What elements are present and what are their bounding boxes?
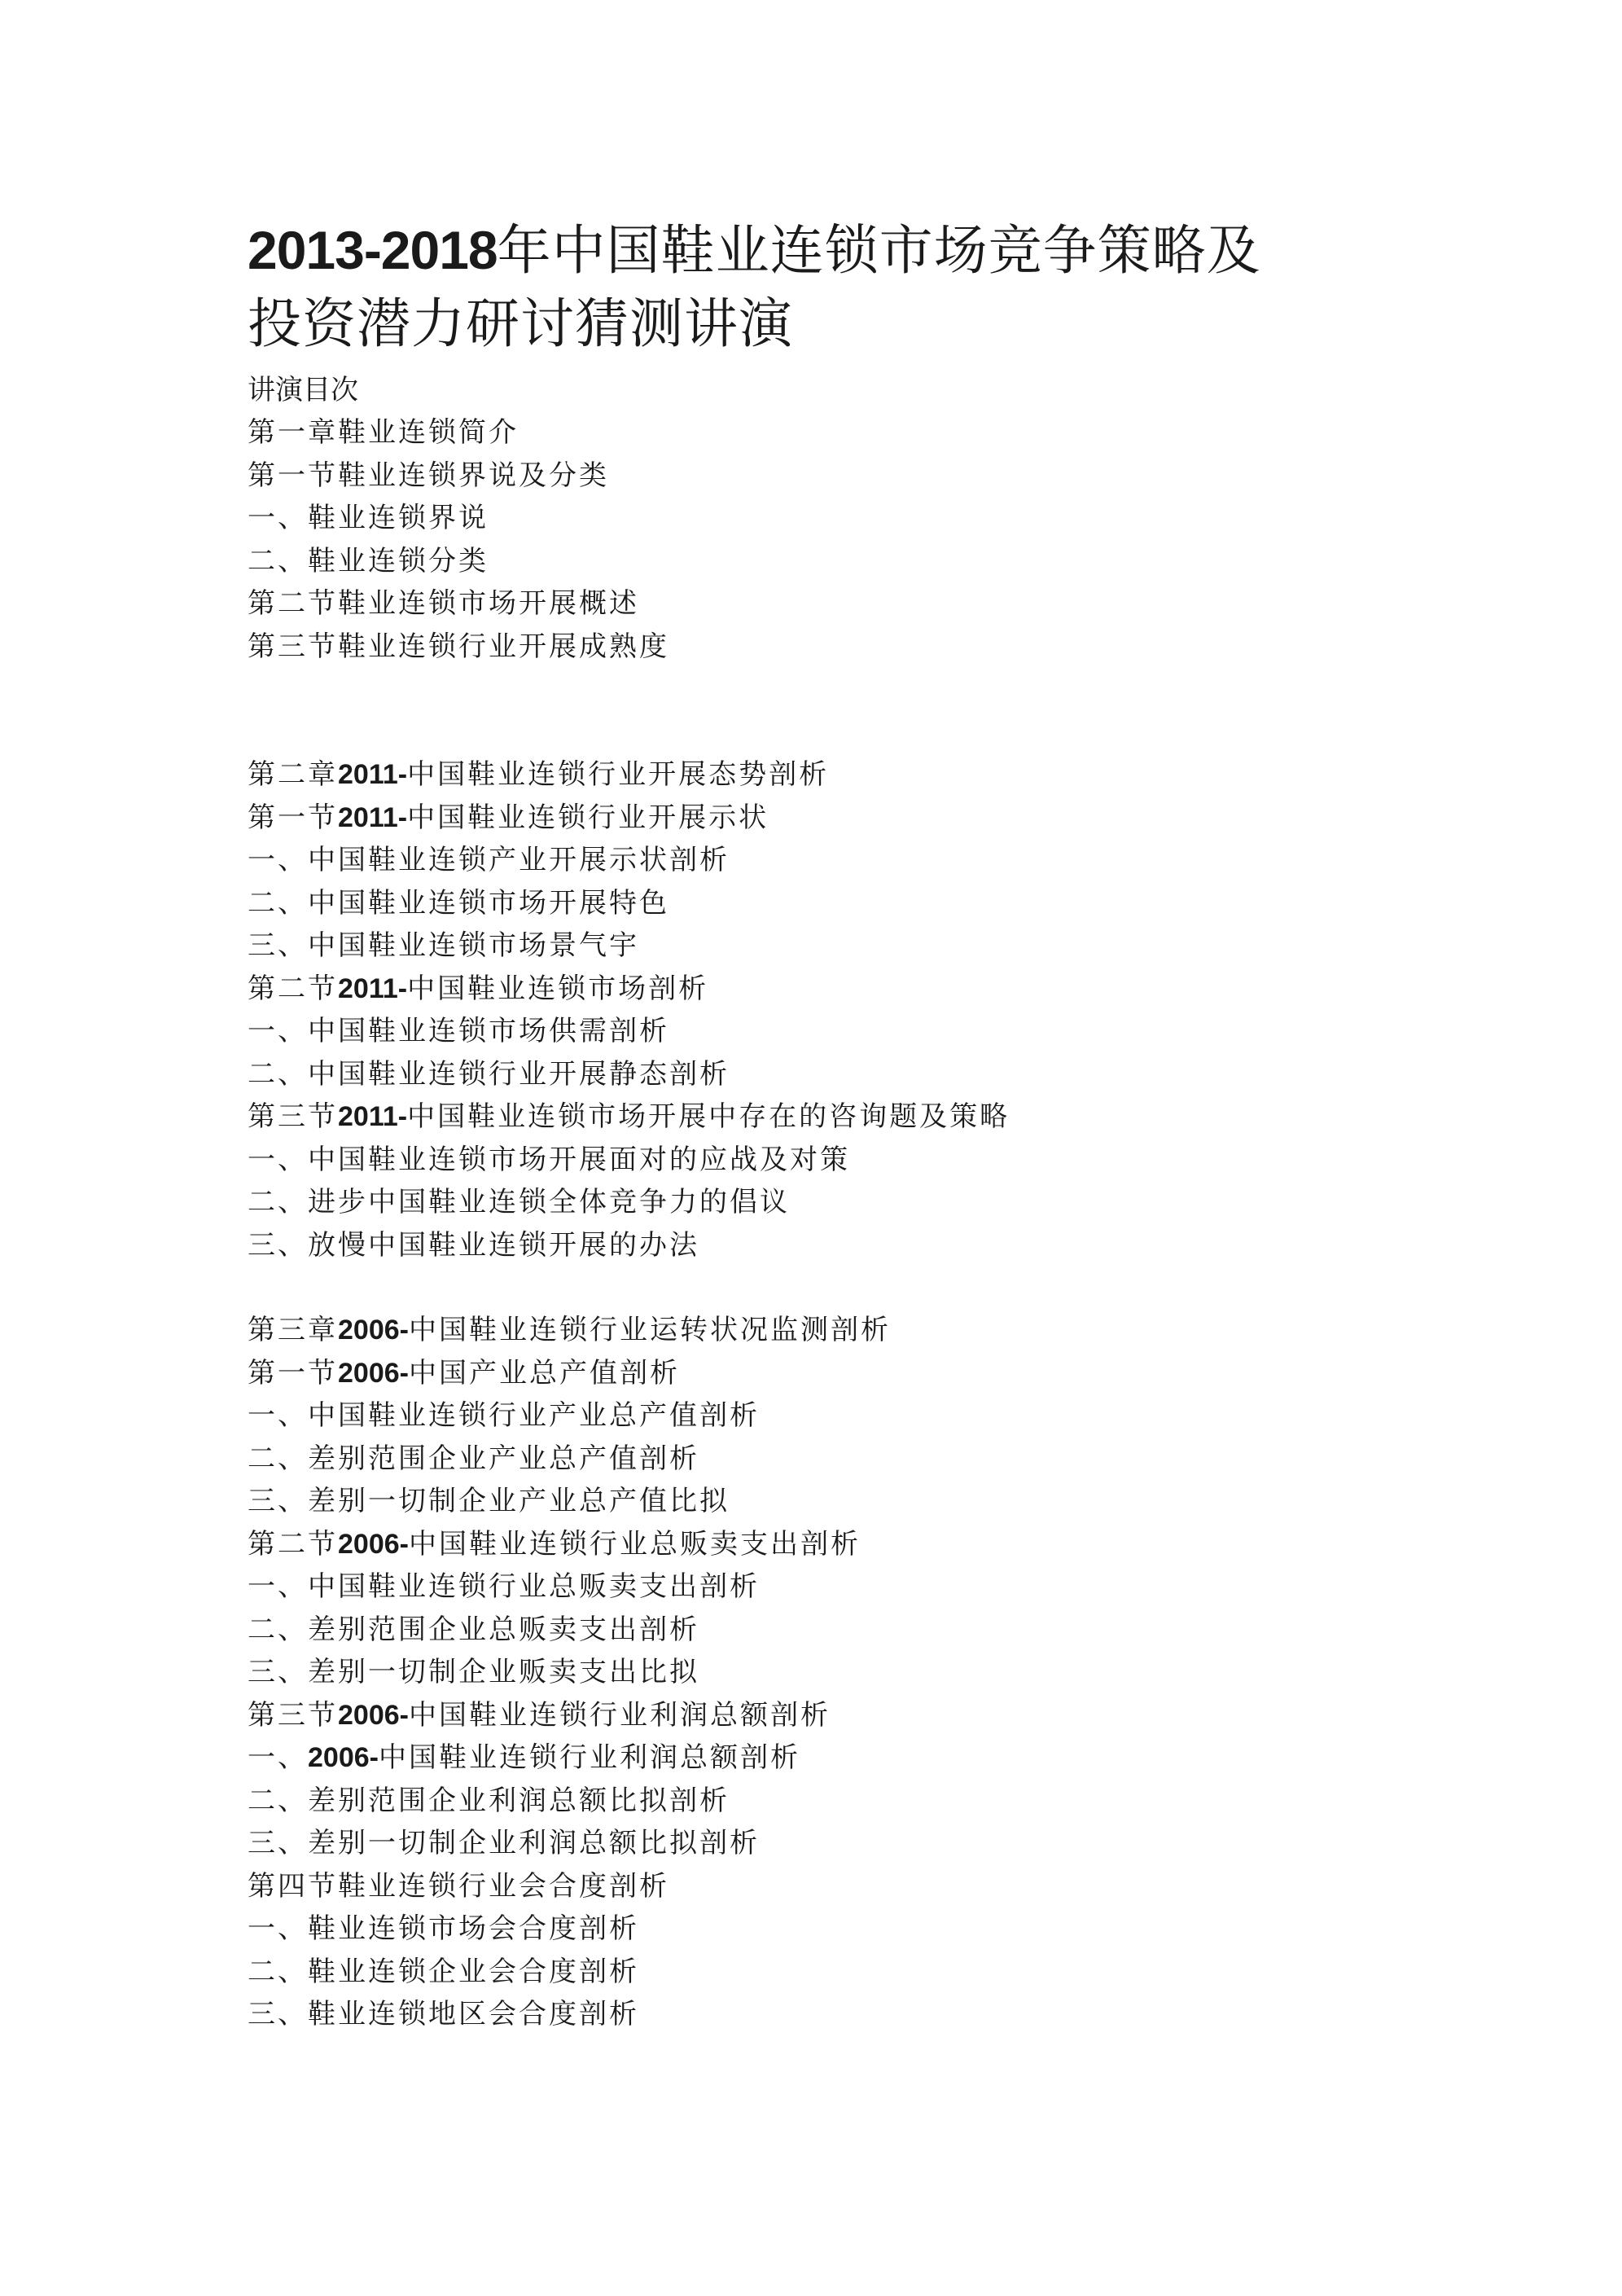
toc-entry-text: 第二章 [248, 758, 338, 791]
toc-entry-text: 第一节鞋业连锁界说及分类 [248, 459, 609, 492]
section-spacer [248, 1267, 1428, 1309]
toc-entry-year: 2006- [338, 1315, 409, 1346]
toc-entry [248, 1993, 1428, 2036]
toc-entry [248, 1480, 1428, 1523]
toc-entry [248, 626, 1428, 669]
table-of-contents [248, 411, 1428, 2036]
toc-entry [248, 924, 1428, 968]
toc-entry-year: 2011- [338, 972, 408, 1004]
toc-entry [248, 753, 1428, 797]
toc-entry [248, 1609, 1428, 1652]
toc-entry-text: 中国鞋业连锁行业利润总额剖析 [408, 1698, 831, 1732]
toc-entry [248, 1181, 1428, 1224]
toc-entry-text: 二、鞋业连锁分类 [248, 544, 489, 577]
toc-entry [248, 1438, 1428, 1481]
toc-entry-text: 第一节 [248, 1356, 338, 1389]
document-page [248, 213, 1428, 2036]
toc-entry [248, 1865, 1428, 1908]
toc-entry-year: 2006- [338, 1528, 409, 1560]
toc-entry-year: 2006- [308, 1742, 379, 1773]
toc-entry [248, 411, 1428, 454]
toc-entry-text: 第二节鞋业连锁市场开展概述 [248, 587, 639, 620]
title-line2-text: 投资潜力研讨猜测讲演 [248, 292, 793, 355]
toc-entry [248, 1951, 1428, 1994]
toc-entry-year: 2006- [338, 1357, 409, 1389]
toc-entry-text: 第三章 [248, 1314, 338, 1346]
toc-entry-text: 中国鞋业连锁行业运转状况监测剖析 [408, 1314, 891, 1346]
toc-entry [248, 582, 1428, 626]
toc-entry-text: 二、中国鞋业连锁市场开展特色 [248, 886, 669, 920]
toc-entry-text: 中国鞋业连锁行业总贩卖支出剖析 [408, 1527, 861, 1561]
toc-entry-text: 三、差别一切制企业产业总产值比拟 [248, 1485, 730, 1517]
toc-entry [248, 1352, 1428, 1395]
section-spacer [248, 668, 1428, 753]
title-line1-text: 年中国鞋业连锁市场竞争策略及 [497, 219, 1261, 282]
toc-entry-text: 中国鞋业连锁市场剖析 [407, 972, 709, 1005]
toc-entry-text: 三、差别一切制企业贩卖支出比拟 [248, 1656, 699, 1688]
toc-entry-text: 三、鞋业连锁地区会合度剖析 [248, 1998, 639, 2030]
toc-entry [248, 1010, 1428, 1053]
toc-entry [248, 1651, 1428, 1694]
toc-entry [248, 882, 1428, 925]
toc-entry [248, 1095, 1428, 1139]
toc-entry-text: 三、中国鞋业连锁市场景气宇 [248, 929, 639, 962]
toc-entry-text: 中国鞋业连锁行业开展态势剖析 [407, 758, 830, 791]
toc-entry [248, 839, 1428, 882]
toc-entry-text: 二、进步中国鞋业连锁全体竞争力的倡议 [248, 1186, 790, 1218]
toc-section [248, 1309, 1428, 2036]
toc-entry-text: 中国鞋业连锁行业利润总额剖析 [378, 1741, 800, 1774]
toc-entry [248, 797, 1428, 840]
toc-entry-text: 第四节鞋业连锁行业会合度剖析 [248, 1869, 669, 1903]
toc-entry-text: 一、中国鞋业连锁市场供需剖析 [248, 1015, 669, 1047]
toc-entry [248, 1139, 1428, 1182]
toc-entry [248, 1523, 1428, 1566]
toc-entry-text: 第三节 [248, 1100, 338, 1133]
toc-entry-year: 2006- [338, 1699, 409, 1731]
toc-entry-text: 中国产业总产值剖析 [408, 1356, 680, 1389]
toc-entry-text: 第三节鞋业连锁行业开展成熟度 [248, 630, 669, 663]
toc-entry-text: 第二节 [248, 1527, 338, 1561]
toc-entry-text: 第二节 [248, 972, 338, 1005]
toc-entry [248, 540, 1428, 583]
toc-entry-text: 一、鞋业连锁市场会合度剖析 [248, 1912, 639, 1945]
toc-entry-text: 二、差别范围企业总贩卖支出剖析 [248, 1613, 699, 1646]
toc-entry [248, 454, 1428, 498]
toc-heading: 讲演目次 [248, 374, 358, 406]
toc-entry-text: 第一章鞋业连锁简介 [248, 416, 519, 449]
toc-entry-text: 一、鞋业连锁界说 [248, 502, 489, 534]
toc-entry [248, 1394, 1428, 1438]
toc-entry [248, 1224, 1428, 1267]
toc-entry-text: 第三节 [248, 1698, 338, 1732]
toc-entry [248, 1565, 1428, 1609]
toc-entry-text: 二、差别范围企业利润总额比拟剖析 [248, 1784, 730, 1817]
toc-entry-text: 一、中国鞋业连锁产业开展示状剖析 [248, 844, 730, 876]
toc-entry [248, 1780, 1428, 1823]
toc-entry-text: 第一节 [248, 801, 338, 834]
toc-entry [248, 968, 1428, 1011]
toc-entry-year: 2011- [338, 759, 408, 790]
document-title [248, 213, 1428, 361]
toc-entry-text: 一、中国鞋业连锁市场开展面对的应战及对策 [248, 1143, 850, 1176]
toc-entry [248, 1694, 1428, 1737]
toc-entry-text: 二、中国鞋业连锁行业开展静态剖析 [248, 1057, 730, 1091]
toc-entry-year: 2011- [338, 801, 408, 833]
toc-entry [248, 1736, 1428, 1780]
toc-entry-text: 一、中国鞋业连锁行业产业总产值剖析 [248, 1399, 760, 1432]
toc-entry [248, 1309, 1428, 1352]
title-year-range: 2013-2018 [248, 220, 498, 280]
toc-entry-text: 中国鞋业连锁行业开展示状 [407, 801, 769, 834]
toc-entry-year: 2011- [338, 1101, 408, 1132]
toc-entry-text: 二、鞋业连锁企业会合度剖析 [248, 1955, 639, 1988]
toc-entry-text: 三、放慢中国鞋业连锁开展的办法 [248, 1228, 699, 1262]
toc-section [248, 411, 1428, 668]
toc-entry-text: 一、 [248, 1741, 308, 1774]
toc-entry [248, 1822, 1428, 1865]
toc-entry-text: 一、中国鞋业连锁行业总贩卖支出剖析 [248, 1570, 760, 1603]
toc-entry-text: 二、差别范围企业产业总产值剖析 [248, 1442, 699, 1475]
toc-entry [248, 497, 1428, 540]
toc-section [248, 753, 1428, 1267]
toc-entry [248, 1907, 1428, 1951]
toc-entry-text: 中国鞋业连锁市场开展中存在的咨询题及策略 [407, 1100, 1010, 1133]
toc-entry [248, 1053, 1428, 1096]
toc-entry-text: 三、差别一切制企业利润总额比拟剖析 [248, 1827, 760, 1859]
